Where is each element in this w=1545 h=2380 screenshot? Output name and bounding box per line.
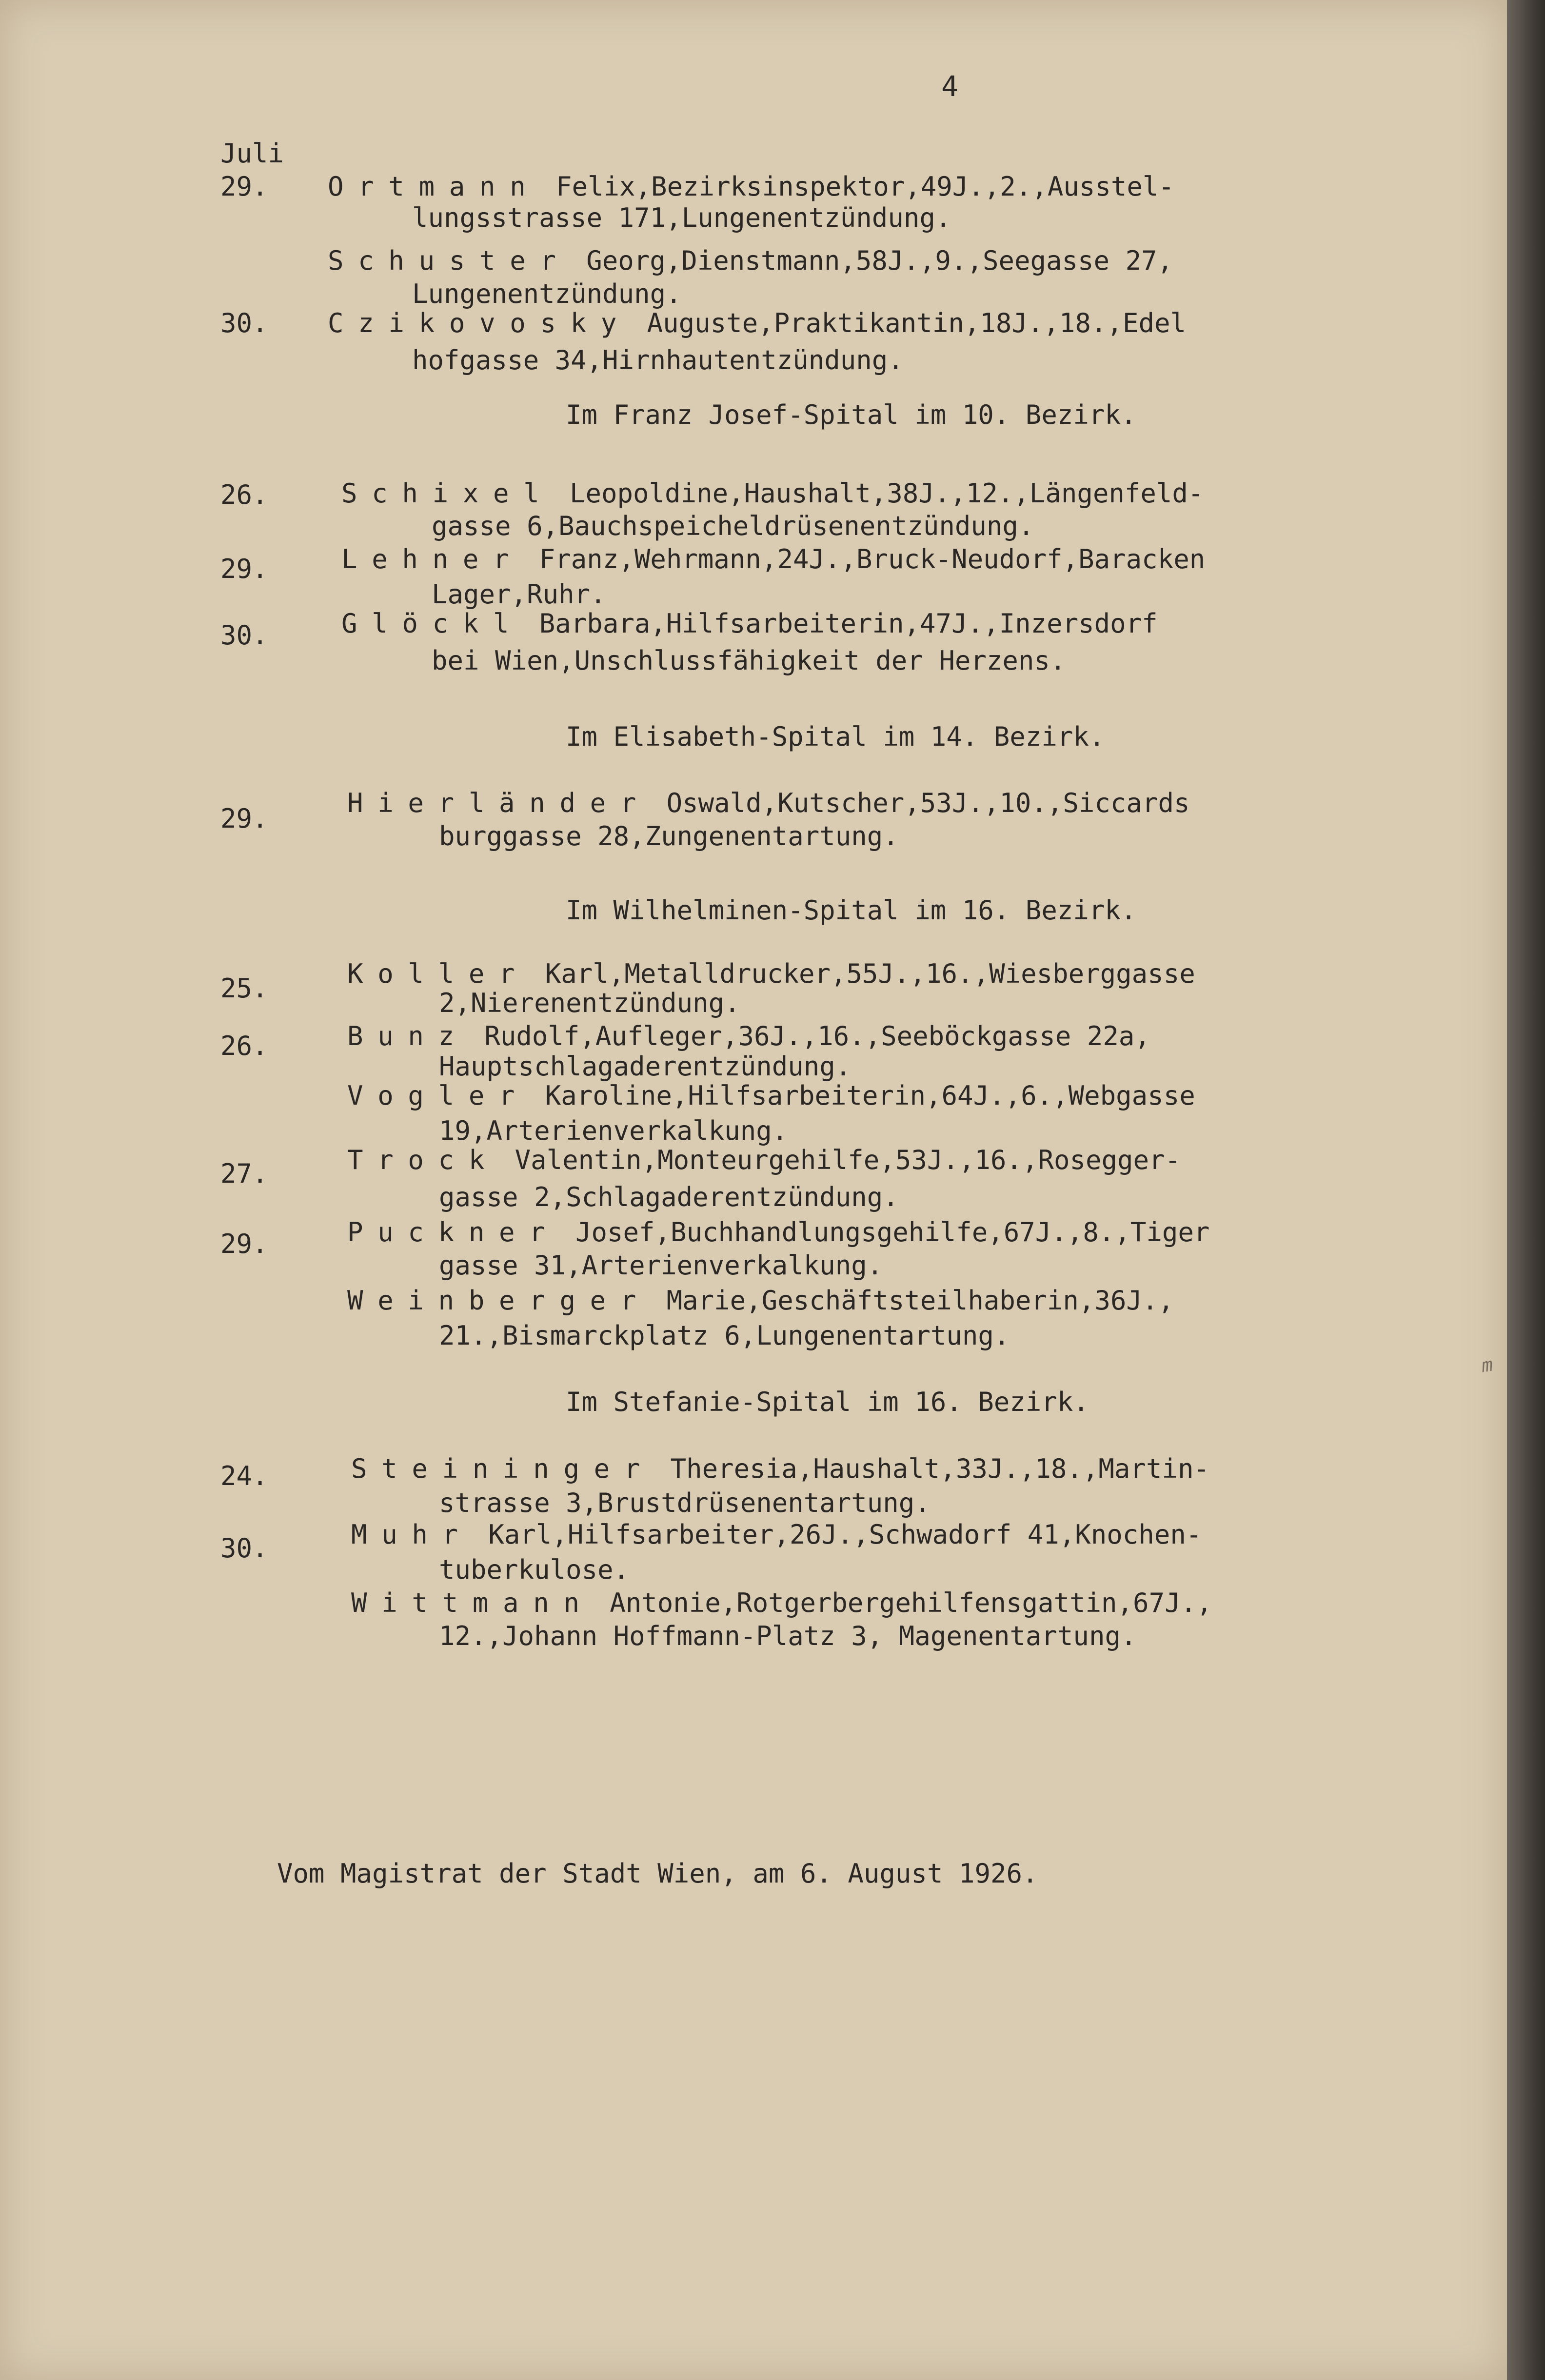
entry-day: 26. (220, 1031, 268, 1061)
section-heading: Im Stefanie-Spital im 16. Bezirk. (566, 1387, 1089, 1417)
entry-line (351, 1587, 1212, 1618)
entry-surname: Trock (347, 1145, 499, 1175)
entry-continuation: gasse 6,Bauchspeicheldrüsenentzündung. (432, 511, 1034, 541)
entry-continuation: 12.,Johann Hoffmann-Platz 3, Magenentartung. (439, 1621, 1137, 1651)
entry-details: Barbara,Hilfsarbeiterin,47J.,Inzersdorf (523, 608, 1158, 639)
entry-surname: Wittmann (351, 1587, 594, 1618)
entry-line (328, 171, 1174, 202)
entry-day: 30. (220, 620, 268, 651)
entry-continuation: Hauptschlagaderentzündung. (439, 1051, 852, 1082)
entry-surname: Muhr (351, 1519, 473, 1550)
entry-continuation: 2,Nierenentzündung. (439, 988, 740, 1018)
entry-day: 24. (220, 1461, 268, 1491)
entry-line (341, 546, 1205, 573)
entry-day: 30. (220, 308, 268, 338)
entry-line (347, 790, 1189, 816)
section-heading: Im Elisabeth-Spital im 14. Bezirk. (566, 721, 1105, 752)
section-heading: Im Franz Josef-Spital im 10. Bezirk. (566, 399, 1137, 430)
entry-surname: Lehner (341, 544, 524, 575)
entry-surname: Vogler (347, 1080, 530, 1111)
entry-continuation: gasse 31,Arterienverkalkung. (439, 1250, 883, 1281)
entry-line (341, 608, 1158, 639)
entry-surname: Koller (347, 958, 530, 989)
entry-line (347, 1219, 1209, 1246)
entry-day: 29. (220, 554, 268, 584)
entry-continuation: 19,Arterienverkalkung. (439, 1115, 788, 1146)
entry-surname: Steininger (351, 1453, 655, 1484)
entry-day: 25. (220, 973, 268, 1004)
entry-day: 26. (220, 479, 268, 510)
entry-continuation: tuberkulose. (439, 1554, 630, 1585)
entry-details: Theresia,Haushalt,33J.,18.,Martin- (654, 1453, 1209, 1484)
page-number: 4 (941, 70, 958, 103)
entry-continuation: burggasse 28,Zungenentartung. (439, 821, 899, 852)
entry-surname: Czikovosky (328, 308, 632, 338)
entry-details: Leopoldine,Haushalt,38J.,12.,Längenfeld- (554, 478, 1204, 509)
entry-details: Rudolf,Aufleger,36J.,16.,Seeböckgasse 22a, (468, 1021, 1150, 1051)
entry-surname: Puckner (347, 1217, 560, 1248)
book-binding-edge (1507, 0, 1545, 2380)
entry-surname: Bunz (347, 1021, 469, 1051)
entry-line (351, 1519, 1202, 1550)
entry-surname: Schuster (328, 245, 571, 276)
entry-line (347, 1023, 1150, 1050)
entry-day: 29. (220, 1229, 268, 1259)
entry-surname: Weinberger (347, 1285, 651, 1316)
entry-day: 29. (220, 803, 268, 834)
entry-details: Auguste,Praktikantin,18J.,18.,Edel (631, 308, 1186, 338)
entry-continuation: gasse 2,Schlagaderentzündung. (439, 1182, 899, 1212)
entry-surname: Ortmann (328, 171, 540, 202)
entry-surname: Glöckl (341, 608, 524, 639)
month-label: Juli (220, 138, 284, 169)
entry-details: Felix,Bezirksinspektor,49J.,2.,Ausstel- (540, 171, 1174, 202)
footer-signature-line: Vom Magistrat der Stadt Wien, am 6. August 1926. (277, 1858, 1038, 1889)
entry-line (347, 1147, 1181, 1173)
entry-details: Karoline,Hilfsarbeiterin,64J.,6.,Webgasse (529, 1080, 1195, 1111)
margin-note: m (1480, 1353, 1494, 1377)
entry-continuation: Lager,Ruhr. (432, 579, 606, 610)
section-heading: Im Wilhelminen-Spital im 16. Bezirk. (566, 895, 1137, 926)
entry-details: Franz,Wehrmann,24J.,Bruck-Neudorf,Baracken (523, 544, 1206, 575)
entry-continuation: bei Wien,Unschlussfähigkeit der Herzens. (432, 645, 1066, 676)
entry-surname: Hierländer (347, 788, 651, 818)
entry-line (328, 310, 1186, 337)
entry-details: Antonie,Rotgerbergehilfensgattin,67J., (594, 1587, 1212, 1618)
entry-details: Karl,Metalldrucker,55J.,16.,Wiesberggasse (529, 958, 1195, 989)
entry-details: Josef,Buchhandlungsgehilfe,67J.,8.,Tiger (559, 1217, 1210, 1248)
entry-continuation: strasse 3,Brustdrüsenentartung. (439, 1488, 931, 1518)
entry-line (347, 1285, 1174, 1316)
entry-details: Oswald,Kutscher,53J.,10.,Siccards (651, 788, 1190, 818)
entry-line (351, 1453, 1209, 1484)
entry-day: 27. (220, 1158, 268, 1189)
entry-continuation: Lungenentzündung. (412, 278, 682, 309)
entry-day: 30. (220, 1533, 268, 1564)
entry-line (328, 245, 1173, 276)
entry-details: Georg,Dienstmann,58J.,9.,Seegasse 27, (570, 245, 1173, 276)
entry-line (347, 1080, 1195, 1111)
entry-continuation: hofgasse 34,Hirnhautentzündung. (412, 345, 904, 376)
entry-line (341, 480, 1204, 507)
entry-continuation: 21.,Bismarckplatz 6,Lungenentartung. (439, 1320, 1010, 1351)
entry-details: Marie,Geschäftsteilhaberin,36J., (651, 1285, 1174, 1316)
entry-line (347, 958, 1195, 989)
entry-surname: Schixel (341, 478, 554, 509)
entry-details: Valentin,Monteurgehilfe,53J.,16.,Rosegger- (499, 1145, 1181, 1175)
entry-day: 29. (220, 171, 268, 202)
entry-details: Karl,Hilfsarbeiter,26J.,Schwadorf 41,Knochen- (472, 1519, 1202, 1550)
entry-continuation: lungsstrasse 171,Lungenentzündung. (412, 202, 951, 233)
